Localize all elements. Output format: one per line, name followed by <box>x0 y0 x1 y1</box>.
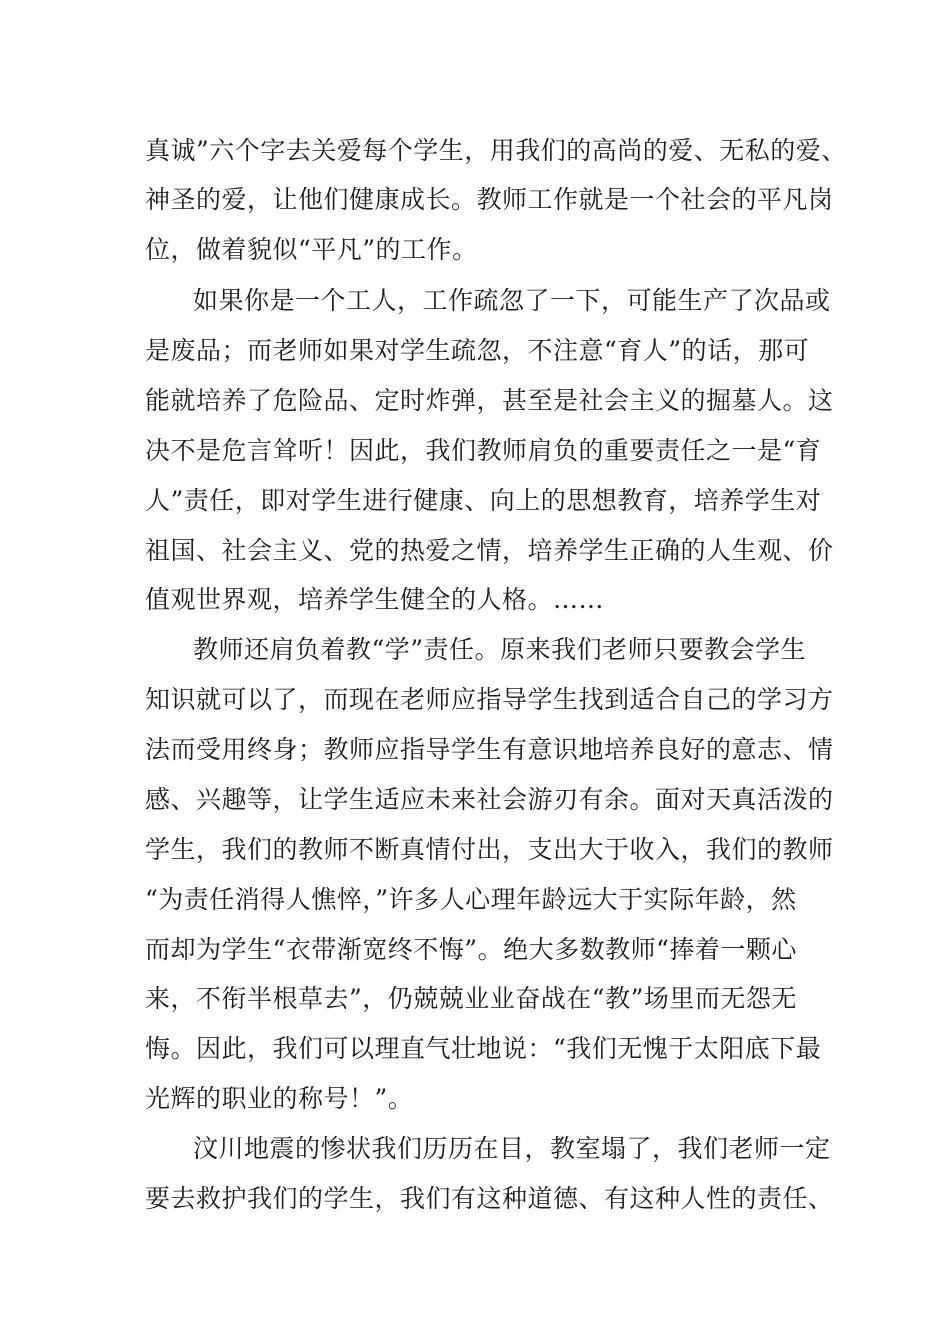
text-line: 决不是危言耸听！因此，我们教师肩负的重要责任之一是“育 <box>145 436 822 465</box>
paragraph-first-line: 汶川地震的惨状我们历历在目，教室塌了，我们老师一定 <box>193 1134 831 1163</box>
text-line: 人”责任，即对学生进行健康、向上的思想教育，培养学生对 <box>145 486 822 515</box>
paragraph-first-line: 教师还肩负着教“学”责任。原来我们老师只要教会学生 <box>193 635 807 664</box>
text-line: 悔。因此，我们可以理直气壮地说：“我们无愧于太阳底下最 <box>145 1034 822 1063</box>
text-line: 位，做着貌似“平凡”的工作。 <box>145 235 478 264</box>
text-line: “为责任消得人憔悴，”许多人心理年龄远大于实际年龄，然 <box>145 885 797 914</box>
text-line: 神圣的爱，让他们健康成长。教师工作就是一个社会的平凡岗 <box>145 185 834 214</box>
text-line: 知识就可以了，而现在老师应指导学生找到适合自己的学习方 <box>145 685 834 714</box>
text-line: 法而受用终身；教师应指导学生有意识地培养良好的意志、情 <box>145 735 834 764</box>
text-line: 是废品；而老师如果对学生疏忽，不注意“育人”的话，那可 <box>145 336 810 365</box>
text-line: 要去救护我们的学生，我们有这种道德、有这种人性的责任、 <box>145 1184 834 1213</box>
text-line: 光辉的职业的称号！”。 <box>145 1084 414 1113</box>
paragraph-first-line: 如果你是一个工人，工作疏忽了一下，可能生产了次品或 <box>193 286 831 315</box>
text-line: 学生，我们的教师不断真情付出，支出大于收入，我们的教师 <box>145 835 834 864</box>
text-line: 祖国、社会主义、党的热爱之情，培养学生正确的人生观、价 <box>145 536 834 565</box>
text-line: 值观世界观，培养学生健全的人格。…… <box>145 585 605 614</box>
text-line: 能就培养了危险品、定时炸弹，甚至是社会主义的掘墓人。这 <box>145 386 834 415</box>
text-line: 真诚”六个字去关爱每个学生，用我们的高尚的爱、无私的爱、 <box>145 136 847 165</box>
text-line: 感、兴趣等，让学生适应未来社会游刃有余。面对天真活泼的 <box>145 785 834 814</box>
text-line: 而却为学生“衣带渐宽终不悔”。绝大多数教师“捧着一颗心 <box>145 935 797 964</box>
text-line: 来，不衔半根草去”，仍兢兢业业奋战在“教”场里而无怨无 <box>145 984 797 1013</box>
